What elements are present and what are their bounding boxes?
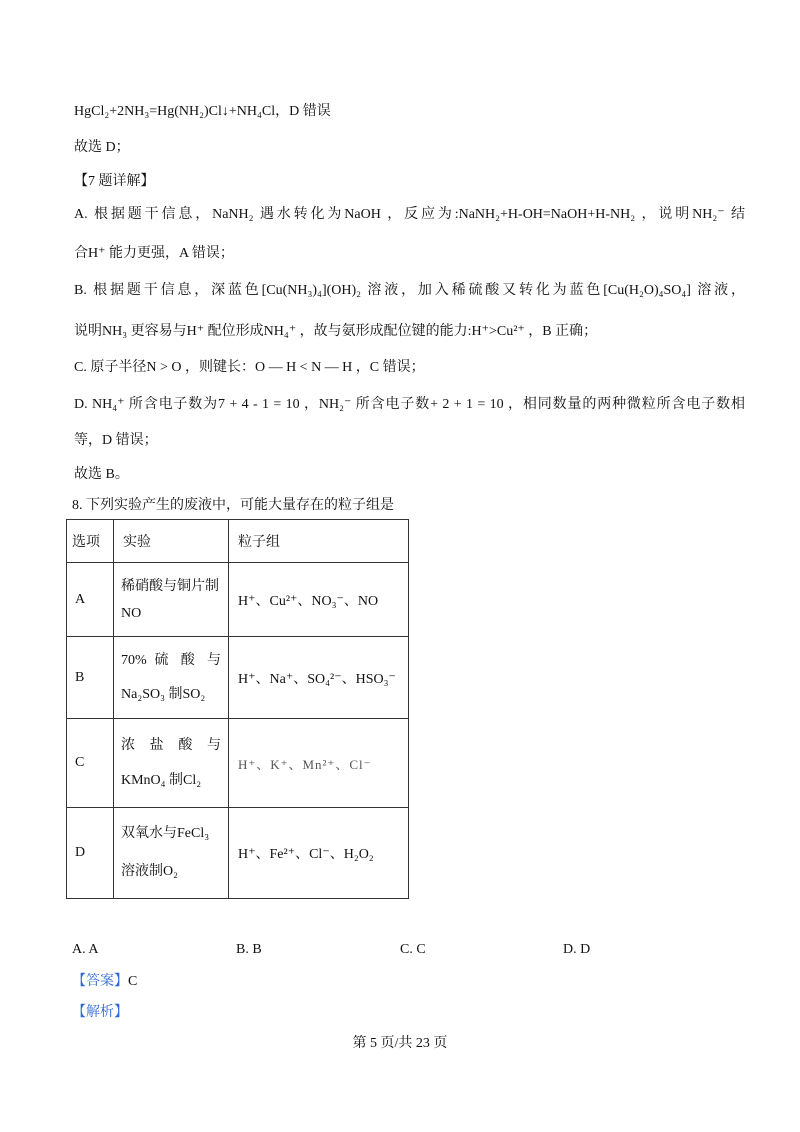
table-row — [67, 719, 409, 808]
option-a-explanation-line: A. 根据题干信息，NaNH₂ 遇水转化为NaOH ，反应为:NaNH₂+H-OH=NaOH+H-NH₂ ，说明NH₂⁻ 结 — [74, 207, 745, 222]
question-stem: 8. 下列实验产生的废液中，可能大量存在的粒子组是 — [72, 498, 394, 513]
option-cell: B — [67, 637, 114, 719]
option-cell: D — [67, 808, 114, 899]
experiment-cell — [114, 563, 229, 637]
choice-c: C. C — [400, 942, 426, 957]
answer-label: 【答案】 — [72, 974, 128, 989]
table-row — [67, 808, 409, 899]
option-c-explanation-line: C. 原子半径N > O ，则键长：O — H < N — H ，C 错误； — [74, 360, 425, 375]
reaction-equation-line: HgCl₂+2NH₃=Hg(NH₂)Cl↓+NH₄Cl，D 错误 — [74, 104, 331, 119]
answer-line — [72, 972, 137, 992]
particles-cell: H⁺、Cu²⁺、NO₃⁻、NO — [229, 563, 409, 637]
particles-cell: H⁺、Na⁺、SO₄²⁻、HSO₃⁻ — [229, 637, 409, 719]
answer-conclusion-line: 故选 B。 — [74, 467, 129, 482]
experiment-line: KMnO₄ 制Cl₂ — [121, 773, 202, 788]
option-d-explanation-line: 等，D 错误； — [74, 433, 158, 448]
option-b-explanation-line: B. 根据题干信息，深蓝色[Cu(NH₃)₄](OH)₂ 溶液，加入稀硫酸又转化为蓝色[Cu(H₂O)₄SO₄] 溶液， — [74, 283, 745, 298]
table-row — [67, 637, 409, 719]
experiment-line: Na₂SO₃ 制SO₂ — [121, 686, 206, 702]
table-row — [67, 563, 409, 637]
option-b-explanation-line: 说明NH₃ 更容易与H⁺ 配位形成NH₄⁺ ，故与氨形成配位键的能力:H⁺>Cu²⁺ ，B 正确； — [74, 324, 598, 339]
header-particles: 粒子组 — [229, 520, 409, 563]
choice-a: A. A — [72, 942, 99, 957]
header-experiment: 实验 — [114, 520, 229, 563]
particles-cell: H⁺、Fe²⁺、Cl⁻、H₂O₂ — [229, 808, 409, 899]
experiment-line: 溶液制O₂ — [121, 864, 178, 879]
experiment-line: 浓 盐 酸 与 — [121, 738, 221, 753]
answer-conclusion-line: 故选 D； — [74, 140, 130, 155]
option-a-explanation-line: 合H⁺ 能力更强，A 错误； — [74, 246, 234, 261]
experiment-cell — [114, 808, 229, 899]
answer-value: C — [128, 974, 138, 989]
analysis-label: 【解析】 — [72, 1005, 128, 1020]
choice-d: D. D — [563, 942, 591, 957]
choice-b: B. B — [236, 942, 262, 957]
option-cell: C — [67, 719, 114, 808]
experiment-line: 70% 硫 酸 与 — [121, 652, 221, 668]
experiment-line: NO — [121, 605, 142, 621]
table-header-row — [67, 520, 409, 563]
particle-table — [66, 519, 409, 899]
option-d-explanation-line: D. NH₄⁺ 所含电子数为7 + 4 - 1 = 10 ，NH₂⁻ 所含电子数+ 2 + 1 = 10 ，相同数量的两种微粒所含电子数相 — [74, 397, 745, 412]
option-cell: A — [67, 563, 114, 637]
experiment-line: 稀硝酸与铜片制 — [121, 578, 219, 594]
page-footer: 第 5 页/共 23 页 — [352, 1036, 448, 1051]
header-option: 选项 — [67, 520, 114, 563]
experiment-cell — [114, 719, 229, 808]
particles-cell: H⁺、K⁺、Mn²⁺、Cl⁻ — [229, 719, 409, 808]
experiment-line: 双氧水与FeCl₃ — [121, 826, 210, 841]
experiment-cell — [114, 637, 229, 719]
section-heading: 【7 题详解】 — [74, 174, 155, 189]
